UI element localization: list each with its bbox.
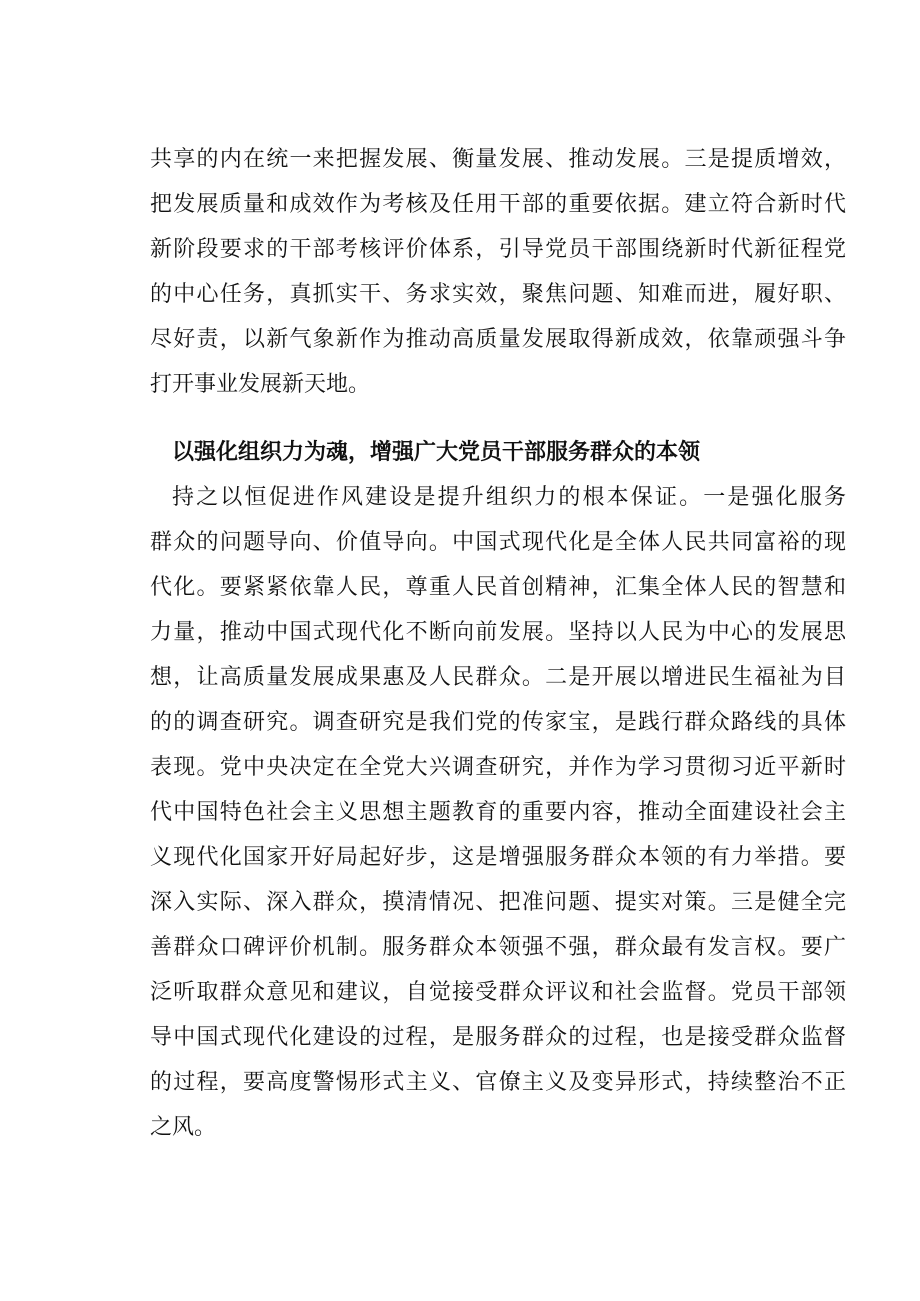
text-line: 深入实际、深入群众，摸清情况、把准问题、提实对策。三是健全完 xyxy=(150,890,846,915)
text-line: 的中心任务，真抓实干、务求实效，聚焦问题、知难而进，履好职、 xyxy=(150,282,846,307)
text-line: 尽好责，以新气象新作为推动高质量发展取得新成效，依靠顽强斗争 xyxy=(150,327,846,352)
paragraph-2 xyxy=(150,475,846,1150)
text-line: 的过程，要高度警惕形式主义、官僚主义及变异形式，持续整治不正 xyxy=(150,1070,846,1095)
text-line: 泛听取群众意见和建议，自觉接受群众评议和社会监督。党员干部领 xyxy=(150,980,846,1005)
text-line: 代中国特色社会主义思想主题教育的重要内容，推动全面建设社会主 xyxy=(150,800,846,825)
text-line: 持之以恒促进作风建设是提升组织力的根本保证。一是强化服务 xyxy=(172,485,846,510)
document-page xyxy=(150,137,846,1150)
text-line: 的的调查研究。调查研究是我们党的传家宝，是践行群众路线的具体 xyxy=(150,710,846,735)
section-heading: 以强化组织力为魂，增强广大党员干部服务群众的本领 xyxy=(172,439,701,465)
text-line: 新阶段要求的干部考核评价体系，引导党员干部围绕新时代新征程党 xyxy=(150,237,846,262)
text-line: 表现。党中央决定在全党大兴调查研究，并作为学习贯彻习近平新时 xyxy=(150,755,846,780)
text-line: 义现代化国家开好局起好步，这是增强服务群众本领的有力举措。要 xyxy=(150,845,846,870)
text-line: 打开事业发展新天地。 xyxy=(150,372,371,397)
text-line: 力量，推动中国式现代化不断向前发展。坚持以人民为中心的发展思 xyxy=(150,620,846,645)
text-line: 之风。 xyxy=(150,1115,217,1140)
text-line: 想，让高质量发展成果惠及人民群众。二是开展以增进民生福祉为目 xyxy=(150,665,846,690)
text-line: 代化。要紧紧依靠人民，尊重人民首创精神，汇集全体人民的智慧和 xyxy=(150,575,846,600)
text-line: 共享的内在统一来把握发展、衡量发展、推动发展。三是提质增效， xyxy=(150,147,846,172)
text-line: 善群众口碑评价机制。服务群众本领强不强，群众最有发言权。要广 xyxy=(150,935,846,960)
text-line: 群众的问题导向、价值导向。中国式现代化是全体人民共同富裕的现 xyxy=(150,530,846,555)
paragraph-1 xyxy=(150,137,846,407)
text-line: 导中国式现代化建设的过程，是服务群众的过程，也是接受群众监督 xyxy=(150,1025,846,1050)
text-line: 把发展质量和成效作为考核及任用干部的重要依据。建立符合新时代 xyxy=(150,192,846,217)
